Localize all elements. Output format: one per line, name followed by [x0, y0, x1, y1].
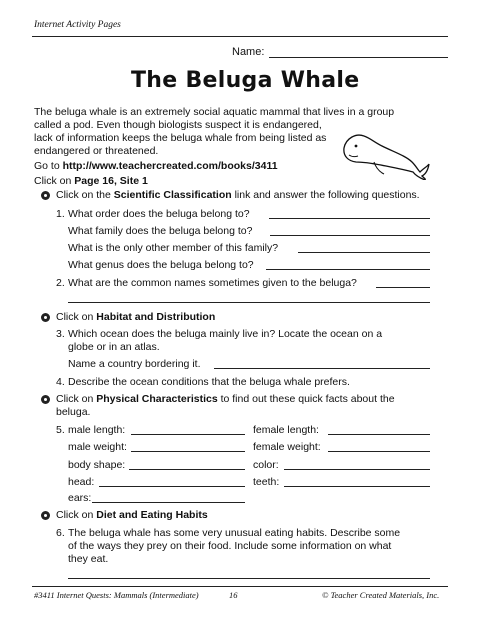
section-1-instruction	[56, 189, 420, 202]
click-prefix: Click on	[34, 175, 75, 187]
female-length-label: female length:	[253, 424, 319, 436]
page-number: 16	[229, 590, 238, 600]
color-label: color:	[253, 459, 279, 471]
section-2-instruction	[56, 311, 215, 324]
url-link[interactable]: http://www.teachercreated.com/books/3411	[62, 160, 278, 172]
q1-answer-field[interactable]	[269, 218, 430, 219]
q1c-text: What is the only other member of this family?	[68, 242, 279, 254]
intro-line-2: called a pod. Even though biologists suspect it is endangered,	[34, 119, 322, 131]
bullet-icon	[41, 395, 50, 404]
goto-line	[34, 160, 278, 173]
q6-line-1: The beluga whale has some very unusual eating habits. Describe some	[68, 527, 401, 539]
body-shape-field[interactable]	[129, 469, 245, 470]
page-title: The Beluga Whale	[131, 68, 360, 93]
female-length-field[interactable]	[328, 434, 430, 435]
ears-label: ears:	[68, 492, 92, 504]
q1-text: What order does the beluga belong to?	[68, 208, 250, 220]
q2-number: 2.	[56, 277, 65, 289]
scientific-classification-link[interactable]: Scientific Classification	[113, 189, 232, 201]
bullet-icon	[41, 191, 50, 200]
goto-prefix: Go to	[34, 160, 63, 172]
q1d-answer-field[interactable]	[266, 269, 430, 270]
q1c-answer-field[interactable]	[298, 252, 430, 253]
s3-post: to find out these quick facts about the	[217, 393, 395, 405]
q3-number: 3.	[56, 328, 65, 340]
diet-eating-habits-link[interactable]: Diet and Eating Habits	[96, 509, 208, 521]
q2-answer-field-2[interactable]	[68, 302, 430, 303]
header-rule	[32, 36, 448, 37]
bullet-icon	[41, 313, 50, 322]
q1b-text: What family does the beluga belong to?	[68, 225, 253, 237]
section-4-instruction	[56, 509, 208, 522]
teeth-field[interactable]	[284, 486, 430, 487]
page-site-link[interactable]: Page 16, Site 1	[74, 175, 148, 187]
q6-line-2: of the ways they prey on their food. Include some information on what	[68, 540, 392, 552]
male-weight-field[interactable]	[131, 451, 245, 452]
s4-pre: Click on	[56, 509, 97, 521]
s1-post: link and answer the following questions.	[231, 189, 420, 201]
head-label: head:	[68, 476, 95, 488]
q3-line-2: globe or in an atlas.	[68, 341, 160, 353]
q2-answer-field[interactable]	[376, 287, 430, 288]
q1-number: 1.	[56, 208, 65, 220]
click-line	[34, 175, 148, 188]
q4-text: Describe the ocean conditions that the beluga whale prefers.	[68, 376, 350, 388]
name-field[interactable]	[269, 57, 448, 58]
q6-number: 6.	[56, 527, 65, 539]
teeth-label: teeth:	[253, 476, 280, 488]
bullet-icon	[41, 511, 50, 520]
intro-line-4: endangered or threatened.	[34, 145, 159, 157]
name-label: Name:	[232, 46, 265, 58]
q3b-text: Name a country bordering it.	[68, 358, 201, 370]
intro-line-1: The beluga whale is an extremely social aquatic mammal that lives in a group	[34, 106, 395, 118]
s1-pre: Click on the	[56, 189, 114, 201]
habitat-distribution-link[interactable]: Habitat and Distribution	[96, 311, 216, 323]
intro-line-3: lack of information keeps the beluga whale from being listed as	[34, 132, 327, 144]
female-weight-label: female weight:	[253, 441, 321, 453]
beluga-whale-icon	[340, 128, 430, 180]
q2-text: What are the common names sometimes given to the beluga?	[68, 277, 357, 289]
section-3-instruction-2: beluga.	[56, 406, 91, 418]
q1d-text: What genus does the beluga belong to?	[68, 259, 254, 271]
q3b-answer-field[interactable]	[214, 368, 430, 369]
male-length-label: male length:	[68, 424, 126, 436]
color-field[interactable]	[284, 469, 430, 470]
head-field[interactable]	[99, 486, 245, 487]
s3-pre: Click on	[56, 393, 97, 405]
running-header: Internet Activity Pages	[34, 20, 121, 30]
q5-number: 5.	[56, 424, 65, 436]
q4-number: 4.	[56, 376, 65, 388]
ears-field[interactable]	[92, 502, 245, 503]
q6-line-3: they eat.	[68, 553, 109, 565]
footer-left: #3411 Internet Quests: Mammals (Intermediate)	[34, 590, 199, 600]
footer-right: © Teacher Created Materials, Inc.	[322, 590, 440, 600]
q3-line-1: Which ocean does the beluga mainly live in? Locate the ocean on a	[68, 328, 383, 340]
physical-characteristics-link[interactable]: Physical Characteristics	[96, 393, 218, 405]
male-length-field[interactable]	[131, 434, 245, 435]
s2-pre: Click on	[56, 311, 97, 323]
female-weight-field[interactable]	[328, 451, 430, 452]
section-3-instruction	[56, 393, 395, 406]
q6-answer-field[interactable]	[68, 578, 430, 579]
q1b-answer-field[interactable]	[270, 235, 430, 236]
male-weight-label: male weight:	[68, 441, 127, 453]
body-shape-label: body shape:	[68, 459, 126, 471]
footer-rule	[32, 586, 448, 587]
